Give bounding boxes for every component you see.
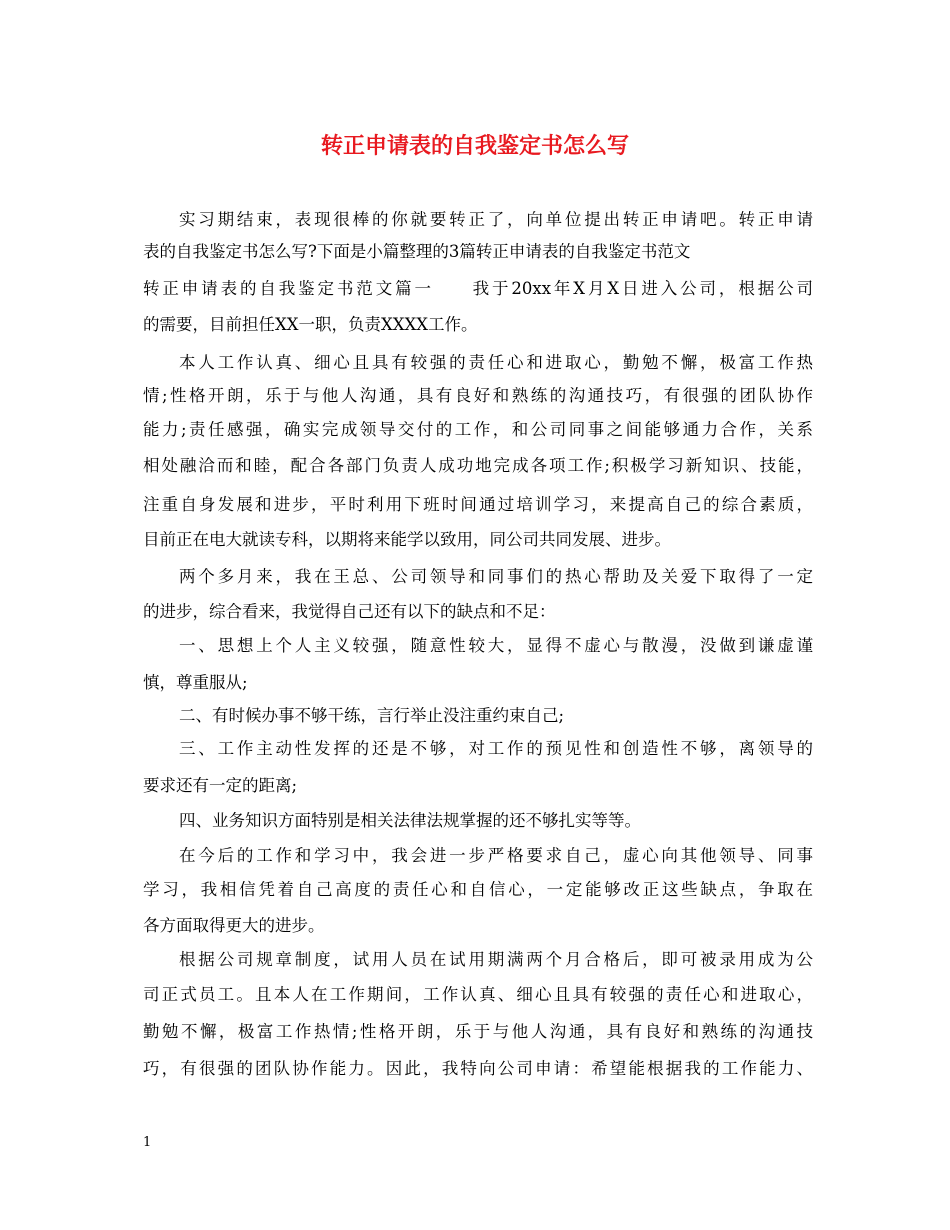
text-line: 相处融洽而和睦，配合各部门负责人成功地完成各项工作;积极学习新知识、技能，: [143, 456, 813, 475]
document-title: 转正申请表的自我鉴定书怎么写: [320, 133, 629, 159]
text-line: 的需要，目前担任XX一职，负责XXXX工作。: [143, 315, 478, 334]
text-line: 两个多月来，我在王总、公司领导和同事们的热心帮助及关爱下取得了一定: [179, 567, 813, 586]
text-line: 的进步，综合看来，我觉得自己还有以下的缺点和不足：: [143, 602, 556, 621]
text-line: 情;性格开朗，乐于与他人沟通，具有良好和熟练的沟通技巧，有很强的团队协作: [143, 386, 813, 405]
text-line: 能力;责任感强，确实完成领导交付的工作，和公司同事之间能够通力合作，关系: [143, 420, 813, 439]
text-line: 表的自我鉴定书怎么写?下面是小篇整理的3篇转正申请表的自我鉴定书范文: [143, 242, 691, 261]
text-line: 慎，尊重服从;: [143, 673, 248, 692]
text-line: 要求还有一定的距离;: [143, 776, 298, 795]
text-line: 实习期结束，表现很棒的你就要转正了，向单位提出转正申请吧。转正申请: [179, 210, 813, 229]
page-number: 1: [143, 1135, 152, 1150]
text-line: 一、思想上个人主义较强，随意性较大，显得不虚心与散漫，没做到谦虚谨: [179, 636, 813, 655]
text-line: 目前正在电大就读专科，以期将来能学以致用，同公司共同发展、进步。: [143, 530, 671, 549]
text-line: 学习，我相信凭着自己高度的责任心和自信心，一定能够改正这些缺点，争取在: [143, 880, 813, 899]
text-line: 三、工作主动性发挥的还是不够，对工作的预见性和创造性不够，离领导的: [179, 739, 813, 758]
text-line: 注重自身发展和进步，平时利用下班时间通过培训学习，来提高自己的综合素质，: [143, 495, 813, 514]
text-line: 二、有时候办事不够干练，言行举止没注重约束自己;: [179, 706, 565, 725]
text-line: 各方面取得更大的进步。: [143, 916, 325, 935]
text-line: 转正申请表的自我鉴定书范文篇一 我于20xx年X月X日进入公司，根据公司: [143, 279, 813, 298]
text-line: 勤勉不懈，极富工作热情;性格开朗，乐于与他人沟通，具有良好和熟练的沟通技: [143, 1022, 813, 1041]
text-line: 四、业务知识方面特别是相关法律法规掌握的还不够扎实等等。: [179, 811, 641, 830]
text-line: 在今后的工作和学习中，我会进一步严格要求自己，虚心向其他领导、同事: [179, 846, 813, 865]
text-line: 司正式员工。且本人在工作期间，工作认真、细心且具有较强的责任心和进取心，: [143, 985, 813, 1004]
text-line: 巧，有很强的团队协作能力。因此，我特向公司申请：希望能根据我的工作能力、: [143, 1059, 813, 1078]
text-line: 本人工作认真、细心且具有较强的责任心和进取心，勤勉不懈，极富工作热: [179, 353, 813, 372]
text-line: 根据公司规章制度，试用人员在试用期满两个月合格后，即可被录用成为公: [179, 950, 813, 969]
